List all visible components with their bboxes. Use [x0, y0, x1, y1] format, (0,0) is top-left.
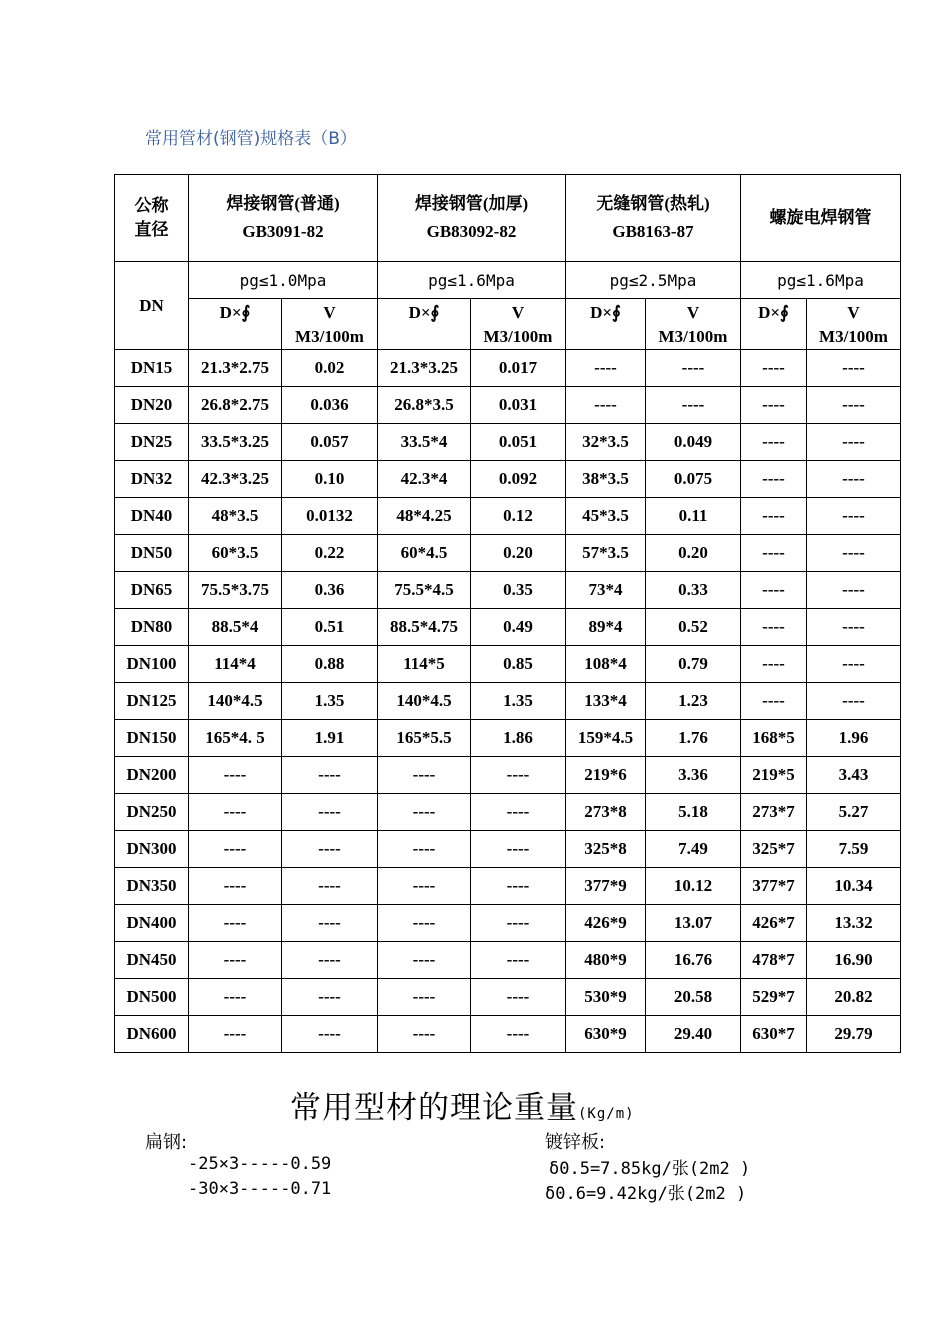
- table-row: [115, 757, 901, 794]
- table-cell: ----: [807, 424, 901, 461]
- table-cell: 73*4: [566, 572, 646, 609]
- dn-cell: DN250: [115, 794, 189, 831]
- dimension-header: D×∮: [741, 299, 807, 350]
- table-cell: 325*8: [566, 831, 646, 868]
- table-cell: 38*3.5: [566, 461, 646, 498]
- table-cell: ----: [282, 794, 378, 831]
- table-cell: 630*9: [566, 1016, 646, 1053]
- table-cell: 29.40: [646, 1016, 741, 1053]
- table-cell: ----: [471, 794, 566, 831]
- table-cell: 42.3*4: [378, 461, 471, 498]
- table-cell: ----: [378, 868, 471, 905]
- table-cell: ----: [189, 1016, 282, 1053]
- table-cell: ----: [189, 868, 282, 905]
- pressure-header: pg≤1.0Mpa: [189, 262, 378, 299]
- table-cell: ----: [471, 831, 566, 868]
- table-row: [115, 942, 901, 979]
- table-cell: ----: [282, 1016, 378, 1053]
- dn-cell: DN450: [115, 942, 189, 979]
- table-cell: 10.12: [646, 868, 741, 905]
- dn-cell: DN20: [115, 387, 189, 424]
- table-cell: 57*3.5: [566, 535, 646, 572]
- dn-cell: DN200: [115, 757, 189, 794]
- table-cell: ----: [741, 609, 807, 646]
- table-cell: 1.86: [471, 720, 566, 757]
- table-cell: 114*5: [378, 646, 471, 683]
- dn-cell: DN25: [115, 424, 189, 461]
- table-cell: 133*4: [566, 683, 646, 720]
- table-row: [115, 831, 901, 868]
- table-cell: ----: [189, 757, 282, 794]
- weights-unit: (Kg/m): [578, 1106, 635, 1122]
- table-row: [115, 683, 901, 720]
- table-cell: 0.20: [471, 535, 566, 572]
- table-cell: ----: [378, 905, 471, 942]
- table-caption: 常用管材(钢管)规格表（B）: [145, 129, 357, 149]
- table-cell: ----: [741, 424, 807, 461]
- table-cell: 60*4.5: [378, 535, 471, 572]
- table-cell: 45*3.5: [566, 498, 646, 535]
- table-cell: ----: [189, 831, 282, 868]
- dn-cell: DN15: [115, 350, 189, 387]
- table-cell: ----: [807, 572, 901, 609]
- table-cell: ----: [471, 757, 566, 794]
- table-cell: ----: [282, 905, 378, 942]
- table-cell: 159*4.5: [566, 720, 646, 757]
- table-cell: ----: [807, 646, 901, 683]
- table-cell: ----: [378, 794, 471, 831]
- table-cell: 0.51: [282, 609, 378, 646]
- group-header: 螺旋电焊钢管: [741, 175, 901, 262]
- table-cell: ----: [282, 868, 378, 905]
- dn-cell: DN32: [115, 461, 189, 498]
- volume-header: V M3/100m: [282, 299, 378, 350]
- table-cell: 0.12: [471, 498, 566, 535]
- table-cell: 273*8: [566, 794, 646, 831]
- table-cell: 0.10: [282, 461, 378, 498]
- table-cell: 0.35: [471, 572, 566, 609]
- dimension-header: D×∮: [566, 299, 646, 350]
- table-cell: 7.49: [646, 831, 741, 868]
- table-cell: 5.18: [646, 794, 741, 831]
- pressure-header: pg≤1.6Mpa: [741, 262, 901, 299]
- table-row: [115, 646, 901, 683]
- table-cell: 273*7: [741, 794, 807, 831]
- table-row: [115, 572, 901, 609]
- table-cell: ----: [741, 498, 807, 535]
- pipe-spec-table: [114, 174, 901, 1053]
- table-cell: ----: [282, 831, 378, 868]
- table-cell: 480*9: [566, 942, 646, 979]
- flat-steel-label: 扁钢:: [145, 1132, 188, 1153]
- table-cell: ----: [807, 683, 901, 720]
- table-cell: 140*4.5: [189, 683, 282, 720]
- table-cell: ----: [189, 794, 282, 831]
- table-cell: 1.35: [282, 683, 378, 720]
- table-cell: 165*4. 5: [189, 720, 282, 757]
- table-cell: 0.52: [646, 609, 741, 646]
- dn-cell: DN500: [115, 979, 189, 1016]
- table-cell: 0.036: [282, 387, 378, 424]
- table-cell: 140*4.5: [378, 683, 471, 720]
- table-cell: ----: [646, 350, 741, 387]
- table-cell: ----: [741, 646, 807, 683]
- table-cell: 426*9: [566, 905, 646, 942]
- table-cell: 0.85: [471, 646, 566, 683]
- table-row: [115, 387, 901, 424]
- flat-steel-item: -30×3-----0.71: [188, 1179, 332, 1199]
- table-cell: 75.5*4.5: [378, 572, 471, 609]
- table-cell: ----: [471, 905, 566, 942]
- table-cell: 529*7: [741, 979, 807, 1016]
- dn-cell: DN125: [115, 683, 189, 720]
- table-cell: 0.031: [471, 387, 566, 424]
- table-cell: ----: [741, 387, 807, 424]
- table-cell: 0.017: [471, 350, 566, 387]
- table-cell: 16.90: [807, 942, 901, 979]
- table-cell: ----: [282, 942, 378, 979]
- table-cell: 26.8*2.75: [189, 387, 282, 424]
- table-cell: 168*5: [741, 720, 807, 757]
- table-cell: ----: [378, 1016, 471, 1053]
- table-cell: ----: [741, 461, 807, 498]
- table-cell: ----: [471, 942, 566, 979]
- table-row: [115, 794, 901, 831]
- table-row: [115, 979, 901, 1016]
- table-cell: 75.5*3.75: [189, 572, 282, 609]
- table-cell: 32*3.5: [566, 424, 646, 461]
- table-cell: ----: [378, 757, 471, 794]
- table-cell: 16.76: [646, 942, 741, 979]
- table-cell: ----: [807, 609, 901, 646]
- table-cell: 0.20: [646, 535, 741, 572]
- table-cell: 7.59: [807, 831, 901, 868]
- table-cell: 48*3.5: [189, 498, 282, 535]
- table-cell: 1.23: [646, 683, 741, 720]
- table-cell: 20.58: [646, 979, 741, 1016]
- table-cell: 21.3*2.75: [189, 350, 282, 387]
- table-cell: 0.88: [282, 646, 378, 683]
- table-cell: 0.11: [646, 498, 741, 535]
- dn-cell: DN65: [115, 572, 189, 609]
- table-cell: 377*9: [566, 868, 646, 905]
- table-cell: ----: [741, 683, 807, 720]
- table-cell: ----: [807, 350, 901, 387]
- table-cell: ----: [471, 1016, 566, 1053]
- table-row: [115, 535, 901, 572]
- table-cell: 0.051: [471, 424, 566, 461]
- table-cell: 530*9: [566, 979, 646, 1016]
- table-cell: 5.27: [807, 794, 901, 831]
- table-cell: 165*5.5: [378, 720, 471, 757]
- table-cell: 0.79: [646, 646, 741, 683]
- table-cell: 0.49: [471, 609, 566, 646]
- volume-header: V M3/100m: [646, 299, 741, 350]
- table-cell: 325*7: [741, 831, 807, 868]
- table-cell: ----: [807, 498, 901, 535]
- flat-steel-item: -25×3-----0.59: [188, 1154, 332, 1174]
- table-cell: 0.075: [646, 461, 741, 498]
- table-row: [115, 350, 901, 387]
- table-cell: 0.092: [471, 461, 566, 498]
- group-header: 焊接钢管(普通) GB3091-82: [189, 175, 378, 262]
- table-row: [115, 424, 901, 461]
- table-cell: 0.22: [282, 535, 378, 572]
- table-cell: 1.35: [471, 683, 566, 720]
- dimension-header: D×∮: [378, 299, 471, 350]
- table-cell: 426*7: [741, 905, 807, 942]
- table-cell: 1.76: [646, 720, 741, 757]
- table-cell: 10.34: [807, 868, 901, 905]
- table-cell: 478*7: [741, 942, 807, 979]
- dn-cell: DN150: [115, 720, 189, 757]
- dn-cell: DN350: [115, 868, 189, 905]
- table-cell: ----: [471, 868, 566, 905]
- dn-cell: DN100: [115, 646, 189, 683]
- table-cell: 0.049: [646, 424, 741, 461]
- dn-header: DN: [115, 262, 189, 350]
- dn-cell: DN300: [115, 831, 189, 868]
- table-cell: ----: [807, 535, 901, 572]
- group-header: 无缝钢管(热轧) GB8163-87: [566, 175, 741, 262]
- table-cell: 3.36: [646, 757, 741, 794]
- table-cell: 0.33: [646, 572, 741, 609]
- table-cell: 0.02: [282, 350, 378, 387]
- table-row: [115, 609, 901, 646]
- table-cell: ----: [378, 979, 471, 1016]
- dn-cell: DN80: [115, 609, 189, 646]
- table-cell: ----: [189, 905, 282, 942]
- table-cell: ----: [282, 757, 378, 794]
- table-cell: 33.5*4: [378, 424, 471, 461]
- volume-header: V M3/100m: [807, 299, 901, 350]
- table-cell: ----: [189, 942, 282, 979]
- weights-title: 常用型材的理论重量(Kg/m): [290, 1090, 635, 1126]
- table-cell: ----: [807, 387, 901, 424]
- galvanized-item: δ0.5=7.85kg/张(2m2 ): [549, 1159, 751, 1179]
- table-cell: 219*6: [566, 757, 646, 794]
- table-cell: 1.91: [282, 720, 378, 757]
- table-row: [115, 905, 901, 942]
- table-cell: 0.057: [282, 424, 378, 461]
- table-cell: 0.36: [282, 572, 378, 609]
- table-cell: ----: [741, 350, 807, 387]
- table-cell: 20.82: [807, 979, 901, 1016]
- table-cell: 219*5: [741, 757, 807, 794]
- table-cell: 33.5*3.25: [189, 424, 282, 461]
- table-cell: 3.43: [807, 757, 901, 794]
- table-cell: 42.3*3.25: [189, 461, 282, 498]
- table-cell: 48*4.25: [378, 498, 471, 535]
- nominal-diameter-header: 公称 直径: [115, 175, 189, 262]
- table-cell: 114*4: [189, 646, 282, 683]
- table-cell: 60*3.5: [189, 535, 282, 572]
- table-row: [115, 461, 901, 498]
- table-cell: ----: [471, 979, 566, 1016]
- table-cell: ----: [378, 831, 471, 868]
- table-cell: 630*7: [741, 1016, 807, 1053]
- table-row: [115, 1016, 901, 1053]
- table-cell: ----: [646, 387, 741, 424]
- table-cell: 88.5*4.75: [378, 609, 471, 646]
- table-cell: 88.5*4: [189, 609, 282, 646]
- table-cell: ----: [566, 387, 646, 424]
- table-cell: ----: [741, 535, 807, 572]
- table-cell: 108*4: [566, 646, 646, 683]
- table-cell: 0.0132: [282, 498, 378, 535]
- table-cell: ----: [282, 979, 378, 1016]
- pressure-header: pg≤1.6Mpa: [378, 262, 566, 299]
- table-cell: 29.79: [807, 1016, 901, 1053]
- table-cell: ----: [566, 350, 646, 387]
- galvanized-label: 镀锌板:: [545, 1132, 606, 1153]
- dimension-header: D×∮: [189, 299, 282, 350]
- table-cell: 13.32: [807, 905, 901, 942]
- table-row: [115, 498, 901, 535]
- table-cell: 26.8*3.5: [378, 387, 471, 424]
- table-cell: 89*4: [566, 609, 646, 646]
- dn-cell: DN40: [115, 498, 189, 535]
- galvanized-item: δ0.6=9.42kg/张(2m2 ): [545, 1184, 747, 1204]
- table-cell: 377*7: [741, 868, 807, 905]
- table-row: [115, 868, 901, 905]
- table-cell: ----: [189, 979, 282, 1016]
- group-header: 焊接钢管(加厚) GB83092-82: [378, 175, 566, 262]
- table-cell: ----: [807, 461, 901, 498]
- table-cell: 13.07: [646, 905, 741, 942]
- table-cell: ----: [741, 572, 807, 609]
- dn-cell: DN50: [115, 535, 189, 572]
- pressure-header: pg≤2.5Mpa: [566, 262, 741, 299]
- table-cell: 21.3*3.25: [378, 350, 471, 387]
- volume-header: V M3/100m: [471, 299, 566, 350]
- table-cell: 1.96: [807, 720, 901, 757]
- table-cell: ----: [378, 942, 471, 979]
- table-row: [115, 720, 901, 757]
- dn-cell: DN600: [115, 1016, 189, 1053]
- dn-cell: DN400: [115, 905, 189, 942]
